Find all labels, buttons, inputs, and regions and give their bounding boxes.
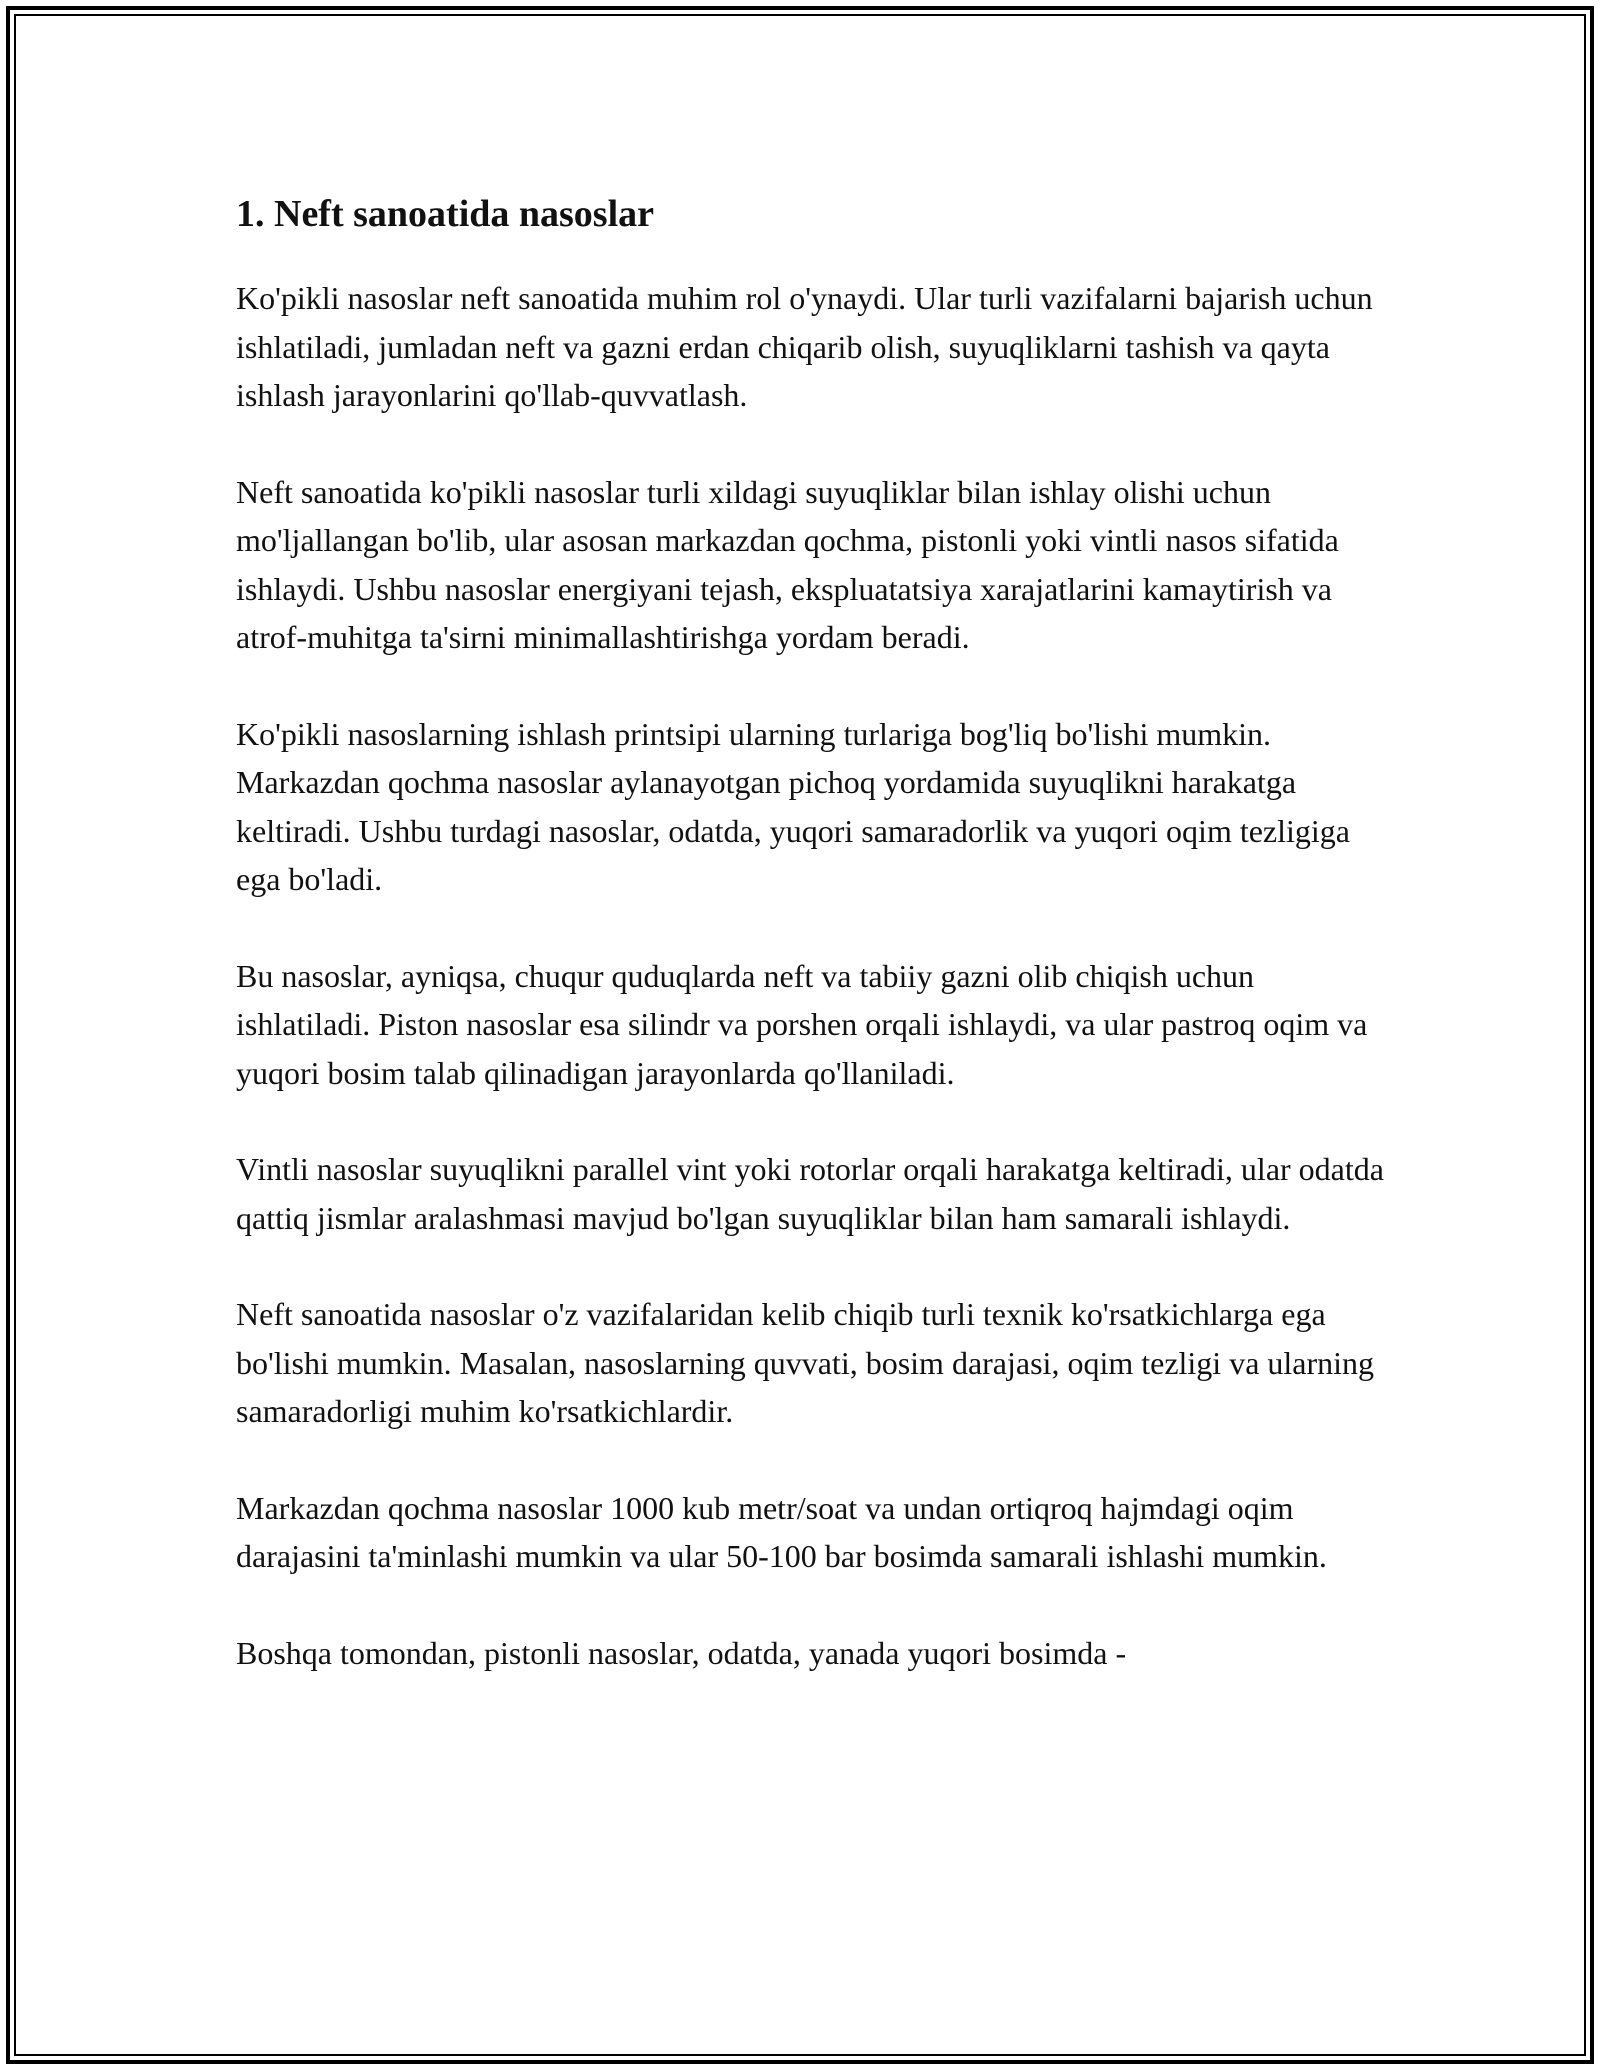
paragraph: Ko'pikli nasoslar neft sanoatida muhim rol o'ynaydi. Ular turli vazifalarni bajarish uchun ishlatiladi, jumladan neft va gazni erdan chiqarib olish, suyuqliklarni tashish va qayta ishlash jarayonlarini qo'llab-quvvatlash. (236, 280, 1373, 413)
paragraph: Vintli nasoslar suyuqlikni parallel vint yoki rotorlar orqali harakatga keltiradi, ular odatda qattiq jismlar aralashmasi mavjud bo'lgan suyuqliklar bilan ham samarali ishlaydi. (236, 1151, 1384, 1236)
paragraph: Boshqa tomondan, pistonli nasoslar, odatda, yanada yuqori bosimda - (236, 1634, 1127, 1671)
paragraph: Neft sanoatida nasoslar o'z vazifalaridan kelib chiqib turli texnik ko'rsatkichlarga ega bo'lishi mumkin. Masalan, nasoslarning quvvati, bosim darajasi, oqim tezligi va ularning samaradorligi muhim ko'rsatkichlardir. (236, 1296, 1375, 1429)
paragraph: Ko'pikli nasoslarning ishlash printsipi ularning turlariga bog'liq bo'lishi mumkin. Markazdan qochma nasoslar aylanayotgan pichoq yordamida suyuqlikni harakatga keltiradi. Ushbu turdagi nasoslar, odatda, yuqori samaradorlik va yuqori oqim tezligiga ega bo'ladi. (236, 715, 1350, 897)
paragraph: Neft sanoatida ko'pikli nasoslar turli xildagi suyuqliklar bilan ishlay olishi uchun mo'ljallangan bo'lib, ular asosan markazdan qochma, pistonli yoki vintli nasos sifatida ishlaydi. Ushbu nasoslar energiyani tejash, ekspluatatsiya xarajatlarini kamaytirish va atrof-muhitga ta'sirni minimallashtirishga yordam beradi. (236, 473, 1339, 655)
section-heading: 1. Neft sanoatida nasoslar (236, 193, 655, 235)
paragraph: Markazdan qochma nasoslar 1000 kub metr/soat va undan ortiqroq hajmdagi oqim darajasini ta'minlashi mumkin va ular 50-100 bar bosimda samarali ishlashi mumkin. (236, 1489, 1327, 1574)
paragraph: Bu nasoslar, ayniqsa, chuqur quduqlarda neft va tabiiy gazni olib chiqish uchun ishlatiladi. Piston nasoslar esa silindr va porshen orqali ishlaydi, va ular pastroq oqim va yuqori bosim talab qilinadigan jarayonlarda qo'llaniladi. (236, 957, 1368, 1091)
document-body (236, 186, 1386, 1725)
